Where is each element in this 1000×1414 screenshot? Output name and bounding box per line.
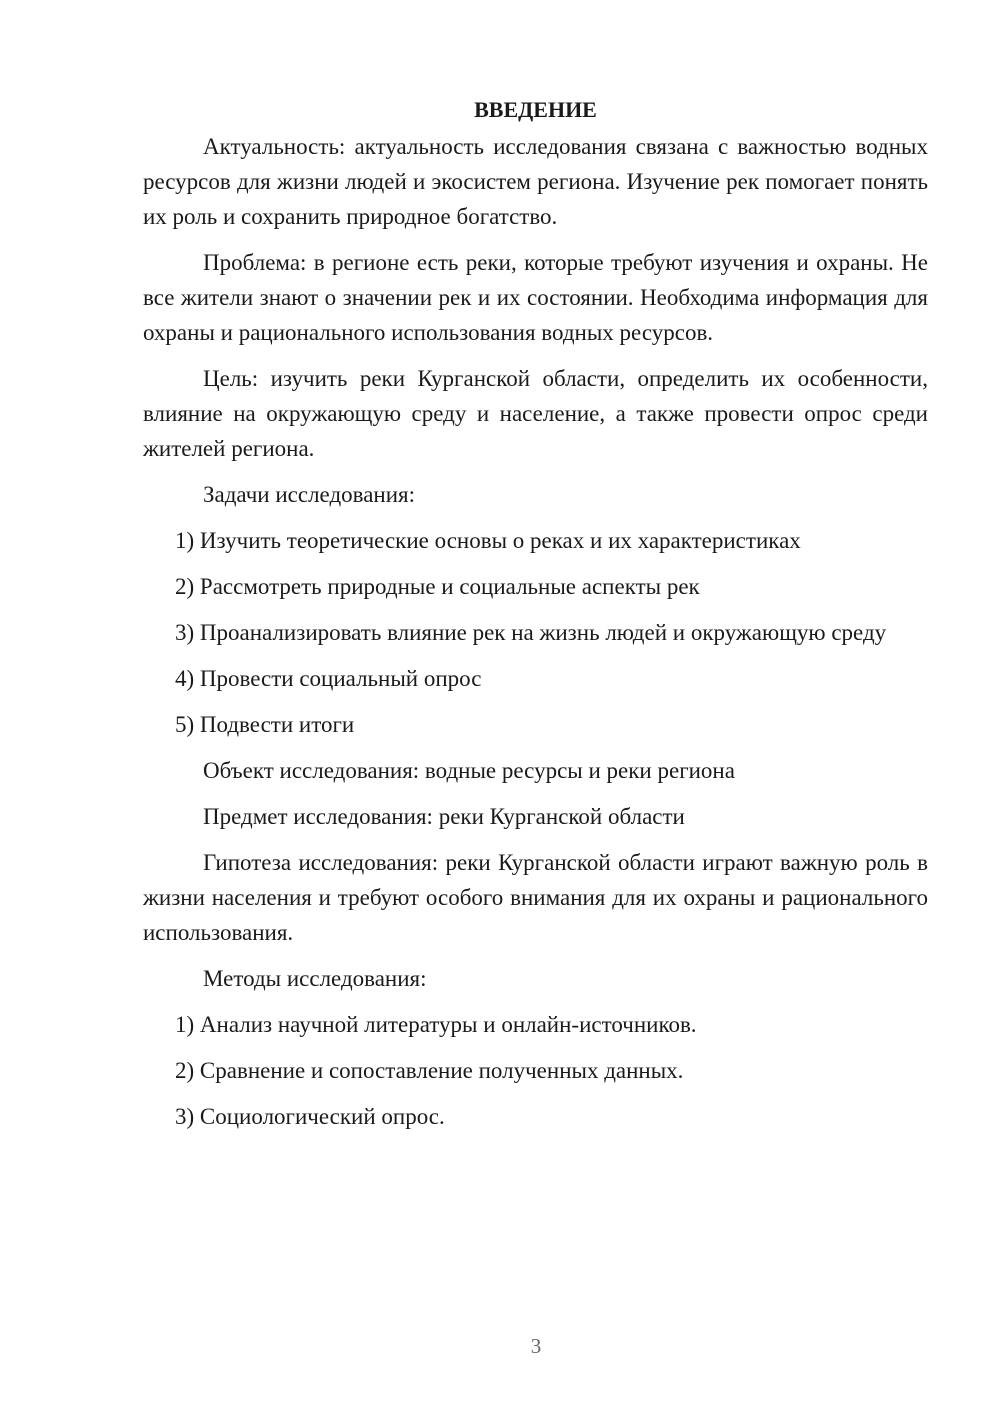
page-number: 3 bbox=[530, 1334, 542, 1358]
hypothesis-paragraph: Гипотеза исследования: реки Курганской области играют важную роль в жизни населения и требуют особого внимания для их охраны и рационального использования. bbox=[143, 850, 928, 945]
task-item-1: 1) Изучить теоретические основы о реках и их характеристиках bbox=[175, 528, 801, 553]
tasks-heading: Задачи исследования: bbox=[203, 482, 416, 507]
method-item-3: 3) Социологический опрос. bbox=[175, 1104, 445, 1129]
research-subject: Предмет исследования: реки Курганской области bbox=[203, 804, 685, 829]
section-title: ВВЕДЕНИЕ bbox=[474, 97, 597, 122]
research-object: Объект исследования: водные ресурсы и реки региона bbox=[203, 758, 735, 783]
methods-heading: Методы исследования: bbox=[203, 966, 427, 991]
method-item-2: 2) Сравнение и сопоставление полученных данных. bbox=[175, 1058, 684, 1083]
method-item-1: 1) Анализ научной литературы и онлайн-источников. bbox=[175, 1012, 697, 1037]
task-item-4: 4) Провести социальный опрос bbox=[175, 666, 482, 691]
task-item-5: 5) Подвести итоги bbox=[175, 712, 355, 737]
document-body bbox=[143, 92, 928, 1145]
problem-paragraph: Проблема: в регионе есть реки, которые требуют изучения и охраны. Не все жители знают о значении рек и их состоянии. Необходима информация для охраны и рационального использования водных ресурсов. bbox=[143, 250, 928, 345]
goal-paragraph: Цель: изучить реки Курганской области, определить их особенности, влияние на окружающую среду и население, а также провести опрос среди жителей региона. bbox=[143, 366, 928, 461]
task-item-3: 3) Проанализировать влияние рек на жизнь людей и окружающую среду bbox=[175, 620, 887, 645]
relevance-paragraph: Актуальность: актуальность исследования связана с важностью водных ресурсов для жизни людей и экосистем региона. Изучение рек помогает понять их роль и сохранить природное богатство. bbox=[143, 134, 928, 229]
task-item-2: 2) Рассмотреть природные и социальные аспекты рек bbox=[175, 574, 700, 599]
